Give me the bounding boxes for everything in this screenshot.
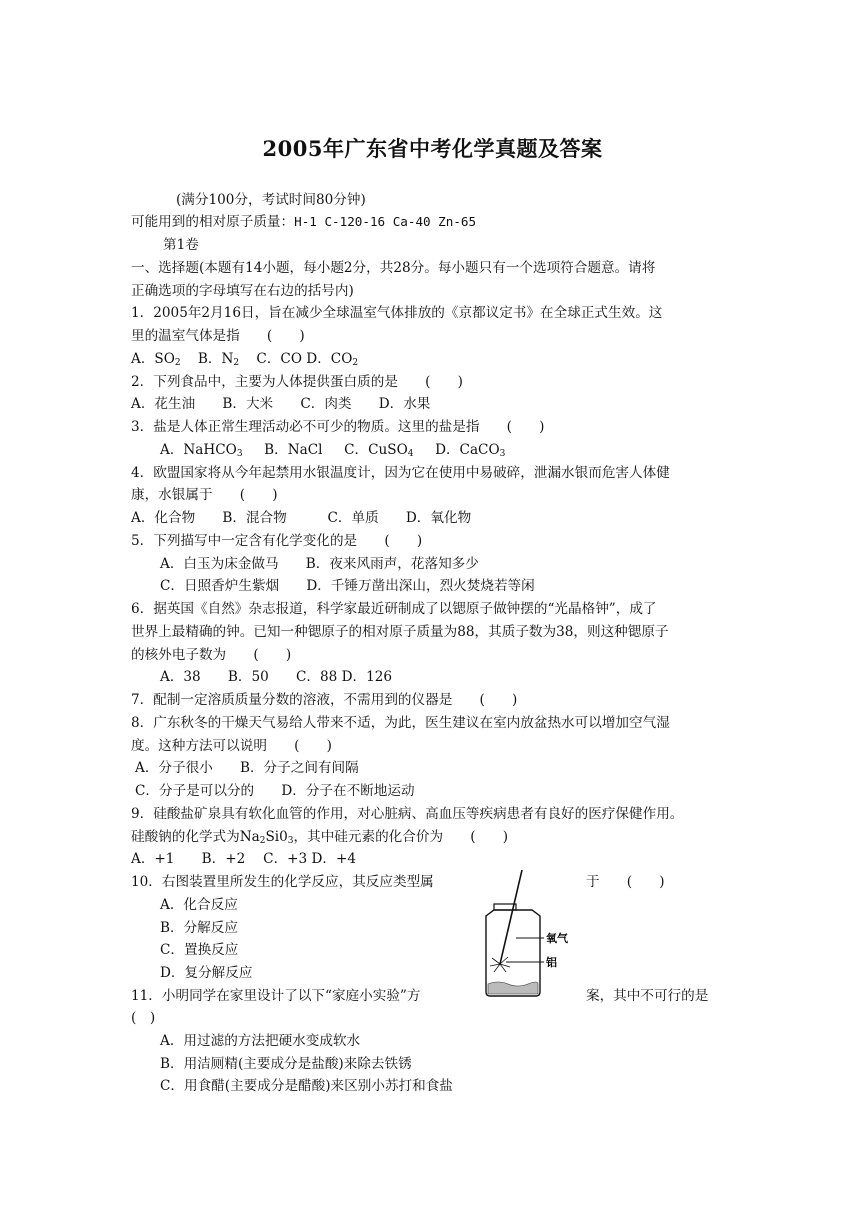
question-1-line-2: 里的温室气体是指 ( )	[131, 328, 305, 344]
question-6-options: A．38 B．50 C．88 D．126	[160, 669, 393, 685]
label-oxygen: 氧气	[546, 932, 568, 945]
q1-option-b: B．N	[197, 351, 234, 367]
question-10-line-1: 10．右图装置里所发生的化学反应，其反应类型属	[131, 874, 434, 890]
q1-option-d: D．CO	[306, 351, 353, 367]
section-instruction-1: 一、选择题(本题有14小题，每小题2分，共28分。每小题只有一个选项符合题意。请将	[131, 260, 656, 276]
atomic-mass-line	[131, 211, 476, 233]
q3-option-c: C．CuSO	[344, 442, 408, 458]
q1-option-a: A．SO	[131, 351, 175, 367]
question-2-options: A．花生油 B．大米 C．肉类 D．水果	[131, 396, 431, 412]
question-3: 3．盐是人体正常生理活动必不可少的物质。这里的盐是指 ( )	[131, 419, 545, 435]
question-1-options: A．$SO_2$ B．$N_2$ C．CO D．$CO_2$	[131, 351, 359, 368]
question-10-option-c: C．置换反应	[160, 942, 239, 958]
question-6-line-3: 的核外电子数为 ( )	[131, 647, 292, 663]
question-11-line-1-end: 案，其中不可行的是	[586, 988, 709, 1004]
q3-option-b: B．NaCl	[264, 442, 323, 458]
question-4-line-2: 康，水银属于 ( )	[131, 487, 278, 503]
section-instruction-2: 正确选项的字母填写在右边的括号内)	[131, 283, 354, 299]
question-9-options: A．+1 B．+2 C．+3 D．+4	[131, 851, 357, 867]
question-5-options-ab: A．白玉为床金做马 B．夜来风雨声，花落知多少	[160, 556, 479, 572]
question-9-line-1: 9．硅酸盐矿泉具有软化血管的作用，对心脏病、高血压等疾病患者有良好的医疗保健作用。	[131, 806, 684, 822]
question-11-line-1: 11．小明同学在家里设计了以下“家庭小实验”方	[131, 988, 421, 1004]
question-7: 7．配制一定溶质质量分数的溶液，不需用到的仪器是 ( )	[131, 692, 518, 708]
sand-layer	[488, 982, 538, 994]
gas-jar-figure	[478, 866, 582, 1001]
question-10-option-b: B．分解反应	[160, 920, 238, 936]
exam-info: (满分100分，考试时间80分钟)	[176, 192, 366, 208]
question-6-line-1: 6．据英国《自然》杂志报道，科学家最近研制成了以锶原子做钟摆的“光晶格钟”，成了	[131, 601, 657, 617]
question-1-line-1: 1．2005年2月16日，旨在减少全球温室气体排放的《京都议定书》在全球正式生效。这	[131, 305, 663, 321]
label-aluminum: 铝	[546, 956, 557, 969]
question-11-option-c: C．用食醋(主要成分是醋酸)来区别小苏打和食盐	[160, 1078, 453, 1094]
question-4-line-1: 4．欧盟国家将从今年起禁用水银温度计，因为它在使用中易破碎，泄漏水银而危害人体健	[131, 465, 670, 481]
question-10-line-1-end: 于 ( )	[586, 874, 665, 890]
volume-label: 第1卷	[163, 237, 199, 253]
page-title: 2005年广东省中考化学真题及答案	[262, 136, 603, 161]
question-11-option-b: B．用洁厕精(主要成分是盐酸)来除去铁锈	[160, 1056, 412, 1072]
question-8-options-ab: A．分子很小 B．分子之间有间隔	[135, 760, 359, 776]
question-11-option-a: A．用过滤的方法把硬水变成软水	[160, 1033, 361, 1049]
burning-spark	[490, 957, 510, 972]
question-10-option-a: A．化合反应	[160, 897, 238, 913]
question-2: 2．下列食品中，主要为人体提供蛋白质的是 ( )	[131, 374, 463, 390]
q3-option-d: D．CaCO	[435, 442, 500, 458]
question-4-options: A．化合物 B．混合物 C．单质 D．氧化物	[131, 510, 472, 526]
q1-option-c: C．CO	[256, 351, 302, 367]
question-8-options-cd: C．分子是可以分的 D．分子在不断地运动	[135, 783, 415, 799]
question-10-option-d: D．复分解反应	[160, 965, 253, 981]
question-9-line-2: 硅酸钠的化学式为$Na_2Si0_3$，其中硅元素的化合价为 ( )	[131, 829, 509, 846]
question-11-line-2: ( )	[131, 1010, 156, 1026]
question-8-line-2: 度。这种方法可以说明 ( )	[131, 738, 332, 754]
atomic-mass-label: 可能用到的相对原子质量：	[131, 214, 295, 230]
q3-option-a: A．NaHCO	[160, 442, 237, 458]
question-5-options-cd: C．日照香炉生紫烟 D．千锤万凿出深山，烈火焚烧若等闲	[160, 578, 535, 594]
question-6-line-2: 世界上最精确的钟。已知一种锶原子的相对原子质量为88，其质子数为38，则这种锶原子	[131, 624, 669, 640]
question-5: 5．下列描写中一定含有化学变化的是 ( )	[131, 533, 423, 549]
wire-rod	[500, 870, 522, 964]
question-3-options: A．NaHCO$_3$ B．NaCl C．CuSO$_4$ D．CaCO$_3$	[160, 442, 506, 459]
atomic-mass-values: H-1 C-120-16 Ca-40 Zn-65	[294, 214, 477, 229]
question-8-line-1: 8．广东秋冬的干燥天气易给人带来不适，为此，医生建议在室内放盆热水可以增加空气湿	[131, 715, 670, 731]
